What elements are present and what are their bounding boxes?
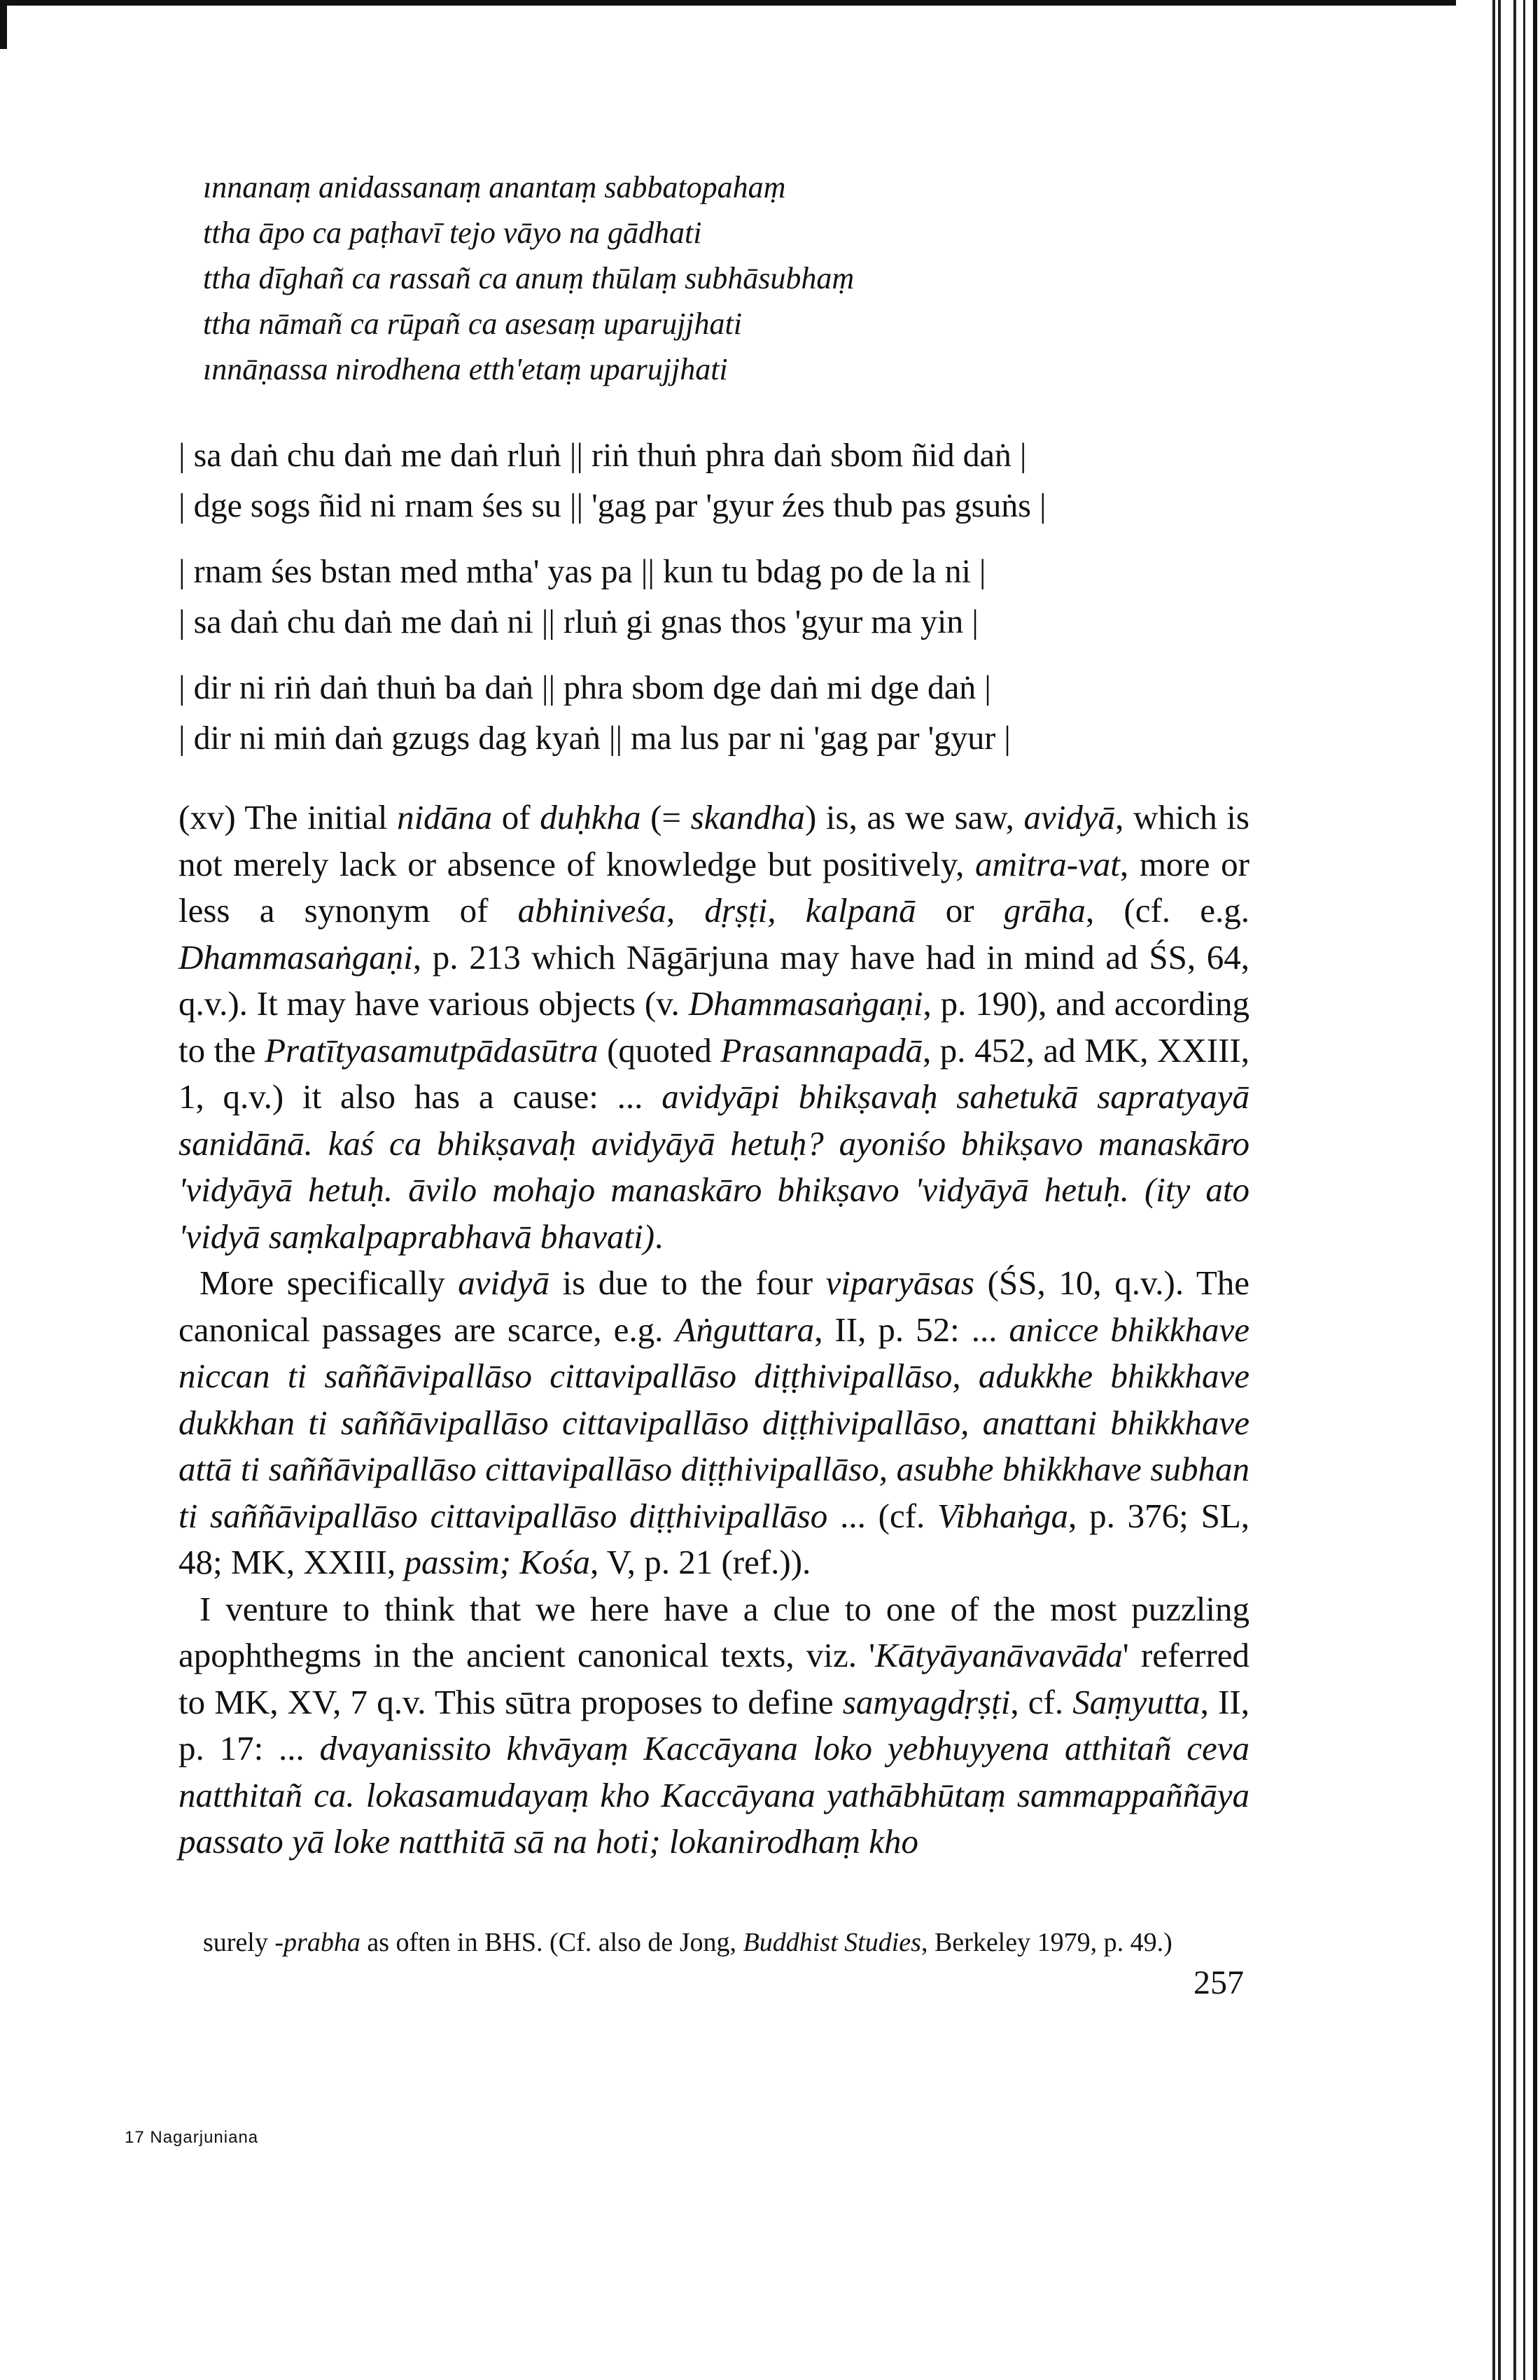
italic-run: dvayanissito khvāyaṃ Kaccāyana loko yebhuyyena atthitañ ceva natthitañ ca. lokasamudayaṃ kho Kaccāyana yathābhūtaṃ sammappaññāya passato yā loke natthitā sā na hoti; lokanirodhaṃ kho <box>178 1729 1250 1861</box>
italic-run: avidyāpi bhikṣavaḥ sahetukā sapratyayā sanidānā. kaś ca bhikṣavaḥ avidyāyā hetuḥ? ayoniśo bhikṣavo manaskāro 'vidyāyā hetuḥ. āvilo mohajo manaskāro bhikṣavo 'vidyāyā hetuḥ. (ity ato 'vidyā saṃkalpaprabhavā bhavati) <box>178 1077 1250 1256</box>
pali-line: ttha dīghañ ca rassañ ca anuṃ thūlaṃ subhāsubhaṃ <box>203 261 855 295</box>
tibetan-verse <box>178 430 1264 764</box>
scan-edge-top <box>0 0 1456 6</box>
text-run: , Berkeley 1979, p. 49.) <box>920 1928 1172 1957</box>
text-run: , II, p. 17: ... <box>178 1682 1250 1768</box>
italic-run: Aṅguttara <box>675 1310 815 1349</box>
tibetan-line: | rnam śes bstan med mtha' yas pa || kun tu bdag po de la ni | <box>178 553 986 590</box>
text-run: . <box>654 1217 664 1256</box>
footnote <box>203 1921 1253 1963</box>
italic-run: Vibhaṅga <box>937 1496 1069 1535</box>
text-run: , p. 190), and according to the <box>178 984 1250 1070</box>
text-run: ' referred to MK, XV, 7 q.v. This sūtra proposes to define <box>178 1636 1250 1721</box>
paragraph-avidya <box>178 794 1250 1260</box>
pali-line: ttha nāmañ ca rūpañ ca asesaṃ uparujjhati <box>203 307 742 341</box>
italic-run: anicce bhikkhave niccan ti saññāvipallāso cittavipallāso diṭṭhivipallāso, adukkhe bhikkhave dukkhan ti saññāvipallāso cittavipallāso diṭṭhivipallāso, anattani bhikkhave attā ti saññāvipallāso cittavipallāso diṭṭhivipallāso, asubhe bhikkhave subhan ti saññāvipallāso cittavipallāso diṭṭhivipallāso <box>178 1310 1250 1535</box>
text-run: , V, p. 21 (ref.)). <box>590 1543 811 1581</box>
paragraph-katyayana <box>178 1586 1250 1865</box>
text-run: , II, p. 52: ... <box>814 1310 1009 1349</box>
text-run: ) is, as we saw, <box>804 798 1024 836</box>
page-number: 257 <box>1194 1964 1244 2001</box>
italic-run: amitra-vat <box>975 844 1120 883</box>
text-run: ... (cf. <box>827 1496 938 1535</box>
scan-edge-left <box>0 0 7 49</box>
text-run: More specifically <box>200 1264 458 1302</box>
italic-run: Dhammasaṅgaṇi <box>178 937 413 976</box>
italic-run: Buddhist Studies <box>743 1928 921 1957</box>
printer-signature: 17 Nagarjuniana <box>125 2128 259 2147</box>
italic-run: Prasannapadā <box>720 1030 923 1070</box>
italic-run: Saṃyutta <box>1072 1682 1200 1721</box>
italic-run: avidyā <box>458 1264 550 1302</box>
pali-line: ttha āpo ca paṭhavī tejo vāyo na gādhati <box>203 216 702 250</box>
italic-run: viparyāsas <box>825 1264 974 1302</box>
text-run: , (cf. e.g. <box>1085 891 1250 930</box>
italic-run: samyagdṛṣṭi <box>842 1682 1011 1721</box>
text-run: , cf. <box>1010 1682 1073 1721</box>
text-run: I venture to think that we here have a clue to one of the most puzzling apophthegms in the ancient canonical texts, viz. ' <box>178 1589 1250 1674</box>
text-run: (= <box>640 798 691 836</box>
text-run: , p. 213 which Nāgārjuna may have had in mind ad ŚS, 64, q.v.). It may have various objects (v. <box>178 937 1250 1023</box>
text-run: , p. 452, ad MK, XXIII, 1, q.v.) it also has a cause: ... <box>178 1030 1250 1116</box>
italic-run: nidāna <box>397 798 493 836</box>
text-run: , p. 376; SL, 48; MK, XXIII, <box>178 1496 1250 1581</box>
text-run: as often in BHS. (Cf. also de Jong, <box>360 1928 743 1957</box>
text-run: of <box>492 798 540 836</box>
italic-run: passim; Kośa <box>404 1543 591 1581</box>
italic-run: Kātyāyanāvavāda <box>875 1636 1123 1674</box>
tibetan-line: | sa daṅ chu daṅ me daṅ rluṅ || riṅ thuṅ phra daṅ sbom ñid daṅ | <box>178 437 1027 474</box>
text-run: (ŚS, 10, q.v.). The canonical passages are scarce, e.g. <box>178 1264 1250 1349</box>
pali-verse <box>203 164 1253 392</box>
tibetan-line: | sa daṅ chu daṅ me daṅ ni || rluṅ gi gnas thos 'gyur ma yin | <box>178 603 979 640</box>
pali-line: ınnanaṃ anidassanaṃ anantaṃ sabbatopahaṃ <box>203 170 786 204</box>
commentary-body <box>178 794 1250 1865</box>
text-run: surely <box>203 1928 275 1957</box>
italic-run: Dhammasaṅgaṇi <box>688 984 923 1023</box>
italic-run: grāha <box>1003 891 1086 930</box>
italic-run: duḥkha <box>540 798 641 836</box>
scan-edge-right <box>1477 0 1540 2380</box>
text-run: (quoted <box>598 1030 721 1070</box>
tibetan-line: | dir ni riṅ daṅ thuṅ ba daṅ || phra sbom dge daṅ mi dge daṅ | <box>178 669 991 706</box>
italic-run: avidyā <box>1023 798 1116 836</box>
italic-run: abhiniveśa, dṛṣṭi, kalpanā <box>517 891 916 930</box>
text-run: , more or less a synonym of <box>178 844 1250 930</box>
italic-run: skandha <box>690 798 805 836</box>
italic-run: -prabha <box>274 1928 360 1957</box>
tibetan-line: | dge sogs ñid ni rnam śes su || 'gag par 'gyur źes thub pas gsuṅs | <box>178 487 1046 524</box>
text-run: , which is not merely lack or absence of knowledge but positively, <box>178 798 1250 883</box>
italic-run: Pratītyasamutpādasūtra <box>265 1030 598 1070</box>
text-run: is due to the four <box>549 1264 826 1302</box>
paragraph-viparyasa <box>178 1260 1250 1586</box>
tibetan-line: | dir ni miṅ daṅ gzugs dag kyaṅ || ma lus par ni 'gag par 'gyur | <box>178 720 1011 757</box>
pali-line: ınnāṇassa nirodhena etth'etaṃ uparujjhati <box>203 352 728 386</box>
text-run: or <box>916 891 1004 930</box>
text-run: (xv) The initial <box>178 798 398 836</box>
